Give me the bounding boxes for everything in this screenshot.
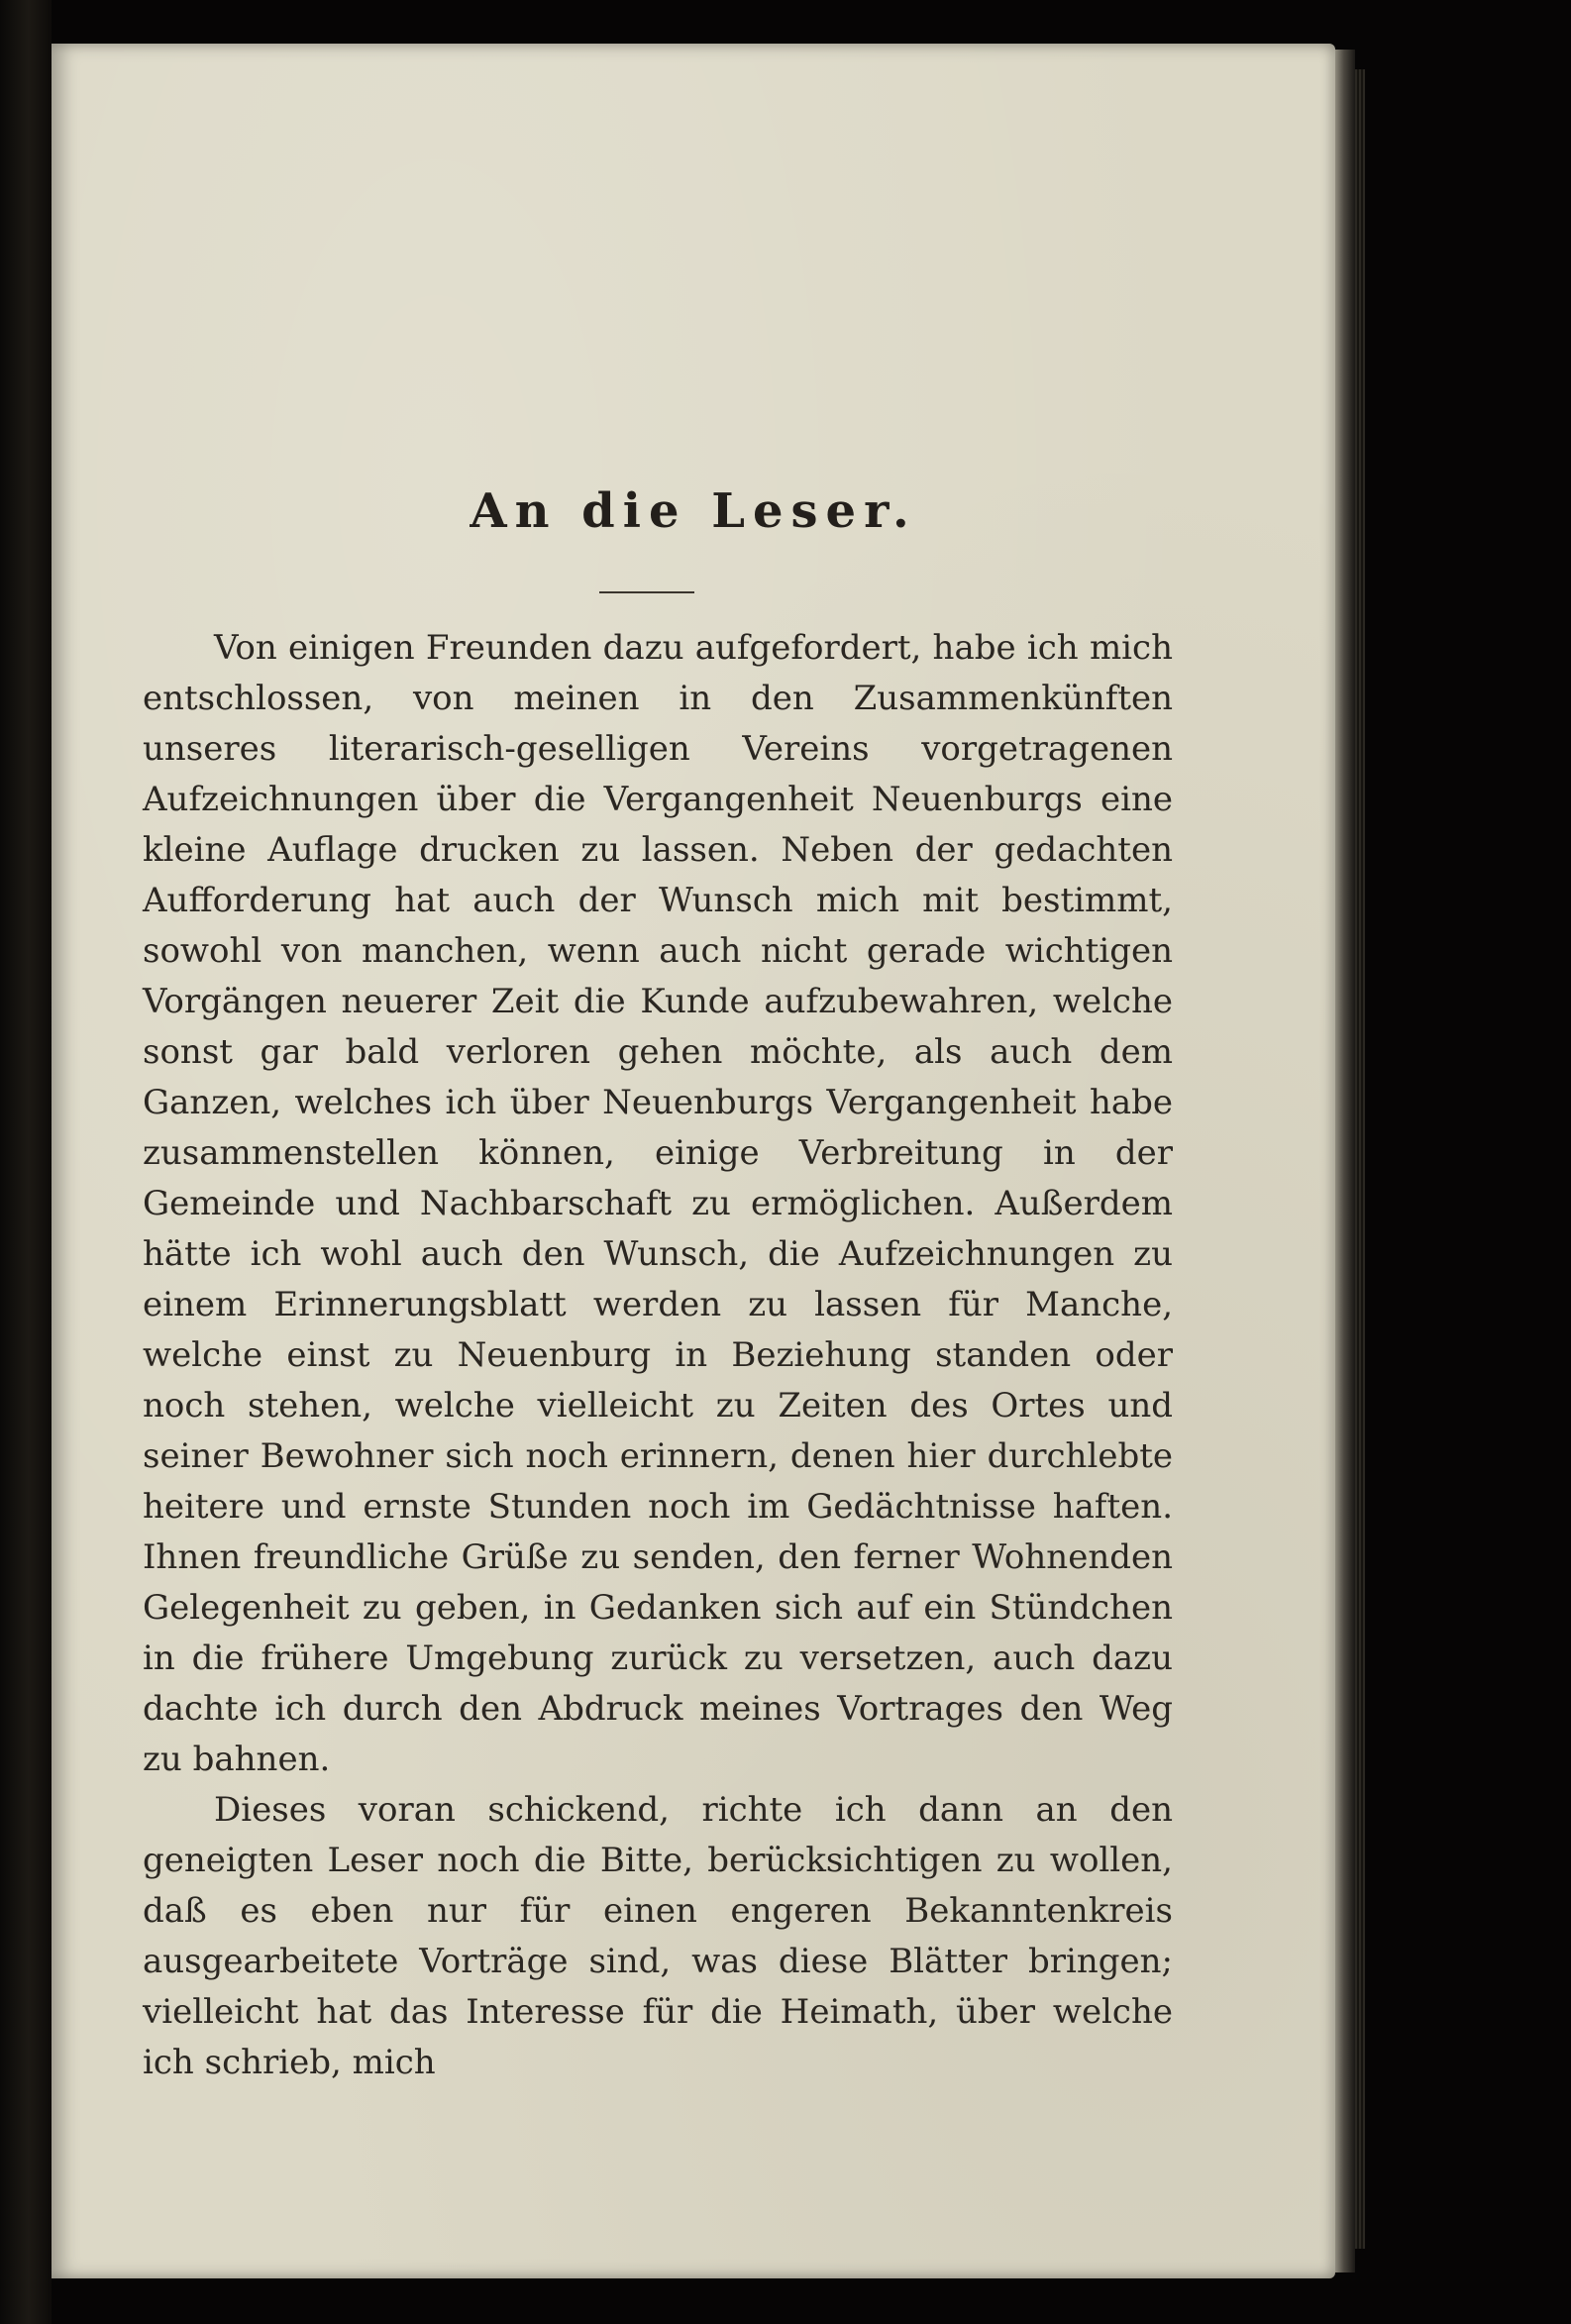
page-stack-edge [1355, 69, 1365, 2249]
body-text [143, 623, 1173, 2088]
book-binding-left [0, 0, 52, 2324]
paragraph: Dieses voran schickend, richte ich dann an den geneigten Leser noch die Bitte, berücksichtigen zu wollen, daß es eben nur für einen engeren Bekanntenkreis ausgearbeitete Vorträge sind, was diese Blätter bringen; vielleicht hat das Interesse für die Heimath, über welche ich schrieb, mich [143, 1790, 1173, 2082]
page-heading: An die Leser. [470, 483, 917, 539]
paragraph: Von einigen Freunden dazu aufgefordert, habe ich mich entschlossen, von meinen in den Zusammenkünften unseres literarisch-geselligen Vereins vorgetragenen Aufzeichnungen über die Vergangenheit Neuenburgs eine kleine Auflage drucken zu lassen. Neben der gedachten Aufforderung hat auch der Wunsch mich mit bestimmt, sowohl von manchen, wenn auch nicht gerade wichtigen Vorgängen neuerer Zeit die Kunde aufzubewahren, welche sonst gar bald verloren gehen möchte, als auch dem Ganzen, welches ich über Neuenburgs Vergangenheit habe zusammenstellen können, einige Verbreitung in der Gemeinde und Nachbarschaft zu ermöglichen. Außerdem hätte ich wohl auch den Wunsch, die Aufzeichnungen zu einem Erinnerungsblatt werden zu lassen für Manche, welche einst zu Neuenburg in Beziehung standen oder noch stehen, welche vielleicht zu Zeiten des Ortes und seiner Bewohner sich noch erinnern, denen hier durchlebte heitere und ernste Stunden noch im Gedächtnisse haften. Ihnen freundliche Grüße zu senden, den ferner Wohnenden Gelegenheit zu geben, in Gedanken sich auf ein Stündchen in die frühere Umgebung zurück zu versetzen, auch dazu dachte ich durch den Abdruck meines Vortrages den Weg zu bahnen. [143, 628, 1173, 1779]
heading-divider [599, 591, 694, 593]
page-edge-shadow [1335, 50, 1355, 2272]
